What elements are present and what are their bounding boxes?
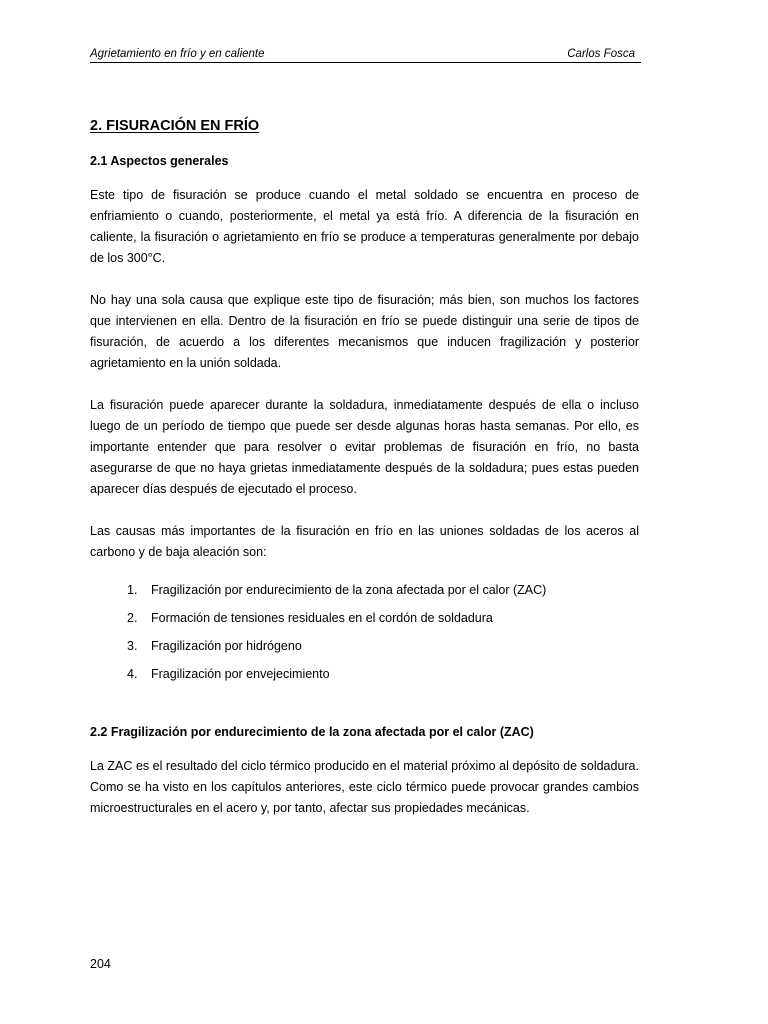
- page-number: 204: [90, 957, 111, 971]
- causes-list: [90, 580, 639, 685]
- list-item-number: 2.: [127, 611, 138, 625]
- page-content: [90, 118, 639, 819]
- header-title: Agrietamiento en frío y en caliente: [90, 48, 265, 60]
- paragraph: Las causas más importantes de la fisuración en frío en las uniones soldadas de los aceros al carbono y de baja aleación son:: [90, 524, 639, 559]
- list-item-text: Fragilización por envejecimiento: [151, 667, 330, 681]
- list-item-number: 3.: [127, 639, 138, 653]
- list-item-number: 1.: [127, 583, 138, 597]
- list-item: [90, 664, 639, 685]
- section-title: 2. FISURACIÓN EN FRÍO: [90, 118, 260, 134]
- list-item-text: Formación de tensiones residuales en el cordón de soldadura: [151, 611, 493, 625]
- paragraph: No hay una sola causa que explique este tipo de fisuración; más bien, son muchos los factores que intervienen en ella. Dentro de la fisuración en frío se puede distinguir una serie de tipos de fisuración, de acuerdo a los diferentes mecanismos que inducen fragilización y posterior agrietamiento en la unión soldada.: [90, 293, 639, 370]
- list-item: [90, 636, 639, 657]
- list-item-text: Fragilización por hidrógeno: [151, 639, 302, 653]
- paragraph: Este tipo de fisuración se produce cuando el metal soldado se encuentra en proceso de enfriamiento o cuando, posteriormente, el metal ya está frío. A diferencia de la fisuración en caliente, la fisuración o agrietamiento en frío se produce a temperaturas generalmente por debajo de los 300°C.: [90, 188, 639, 265]
- list-item: [90, 608, 639, 629]
- list-item-text: Fragilización por endurecimiento de la zona afectada por el calor (ZAC): [151, 583, 547, 597]
- header-author: Carlos Fosca: [567, 48, 635, 60]
- paragraph: La ZAC es el resultado del ciclo térmico producido en el material próximo al depósito de soldadura. Como se ha visto en los capítulos anteriores, este ciclo térmico puede provocar grandes cambios microestructurales en el acero y, por tanto, afectar sus propiedades mecánicas.: [90, 759, 639, 815]
- subsection-title-2-2: 2.2 Fragilización por endurecimiento de la zona afectada por el calor (ZAC): [90, 725, 534, 739]
- paragraph: La fisuración puede aparecer durante la soldadura, inmediatamente después de ella o incluso luego de un período de tiempo que puede ser desde algunas horas hasta semanas. Por ello, es importante entender que para resolver o evitar problemas de fisuración en frío, no basta asegurarse de que no haya grietas inmediatamente después de la soldadura; pues estas pueden aparecer días después de ejecutado el proceso.: [90, 398, 639, 496]
- list-item: [90, 580, 639, 601]
- subsection-title-2-1: 2.1 Aspectos generales: [90, 154, 229, 168]
- running-header: [90, 48, 641, 63]
- list-item-number: 4.: [127, 667, 138, 681]
